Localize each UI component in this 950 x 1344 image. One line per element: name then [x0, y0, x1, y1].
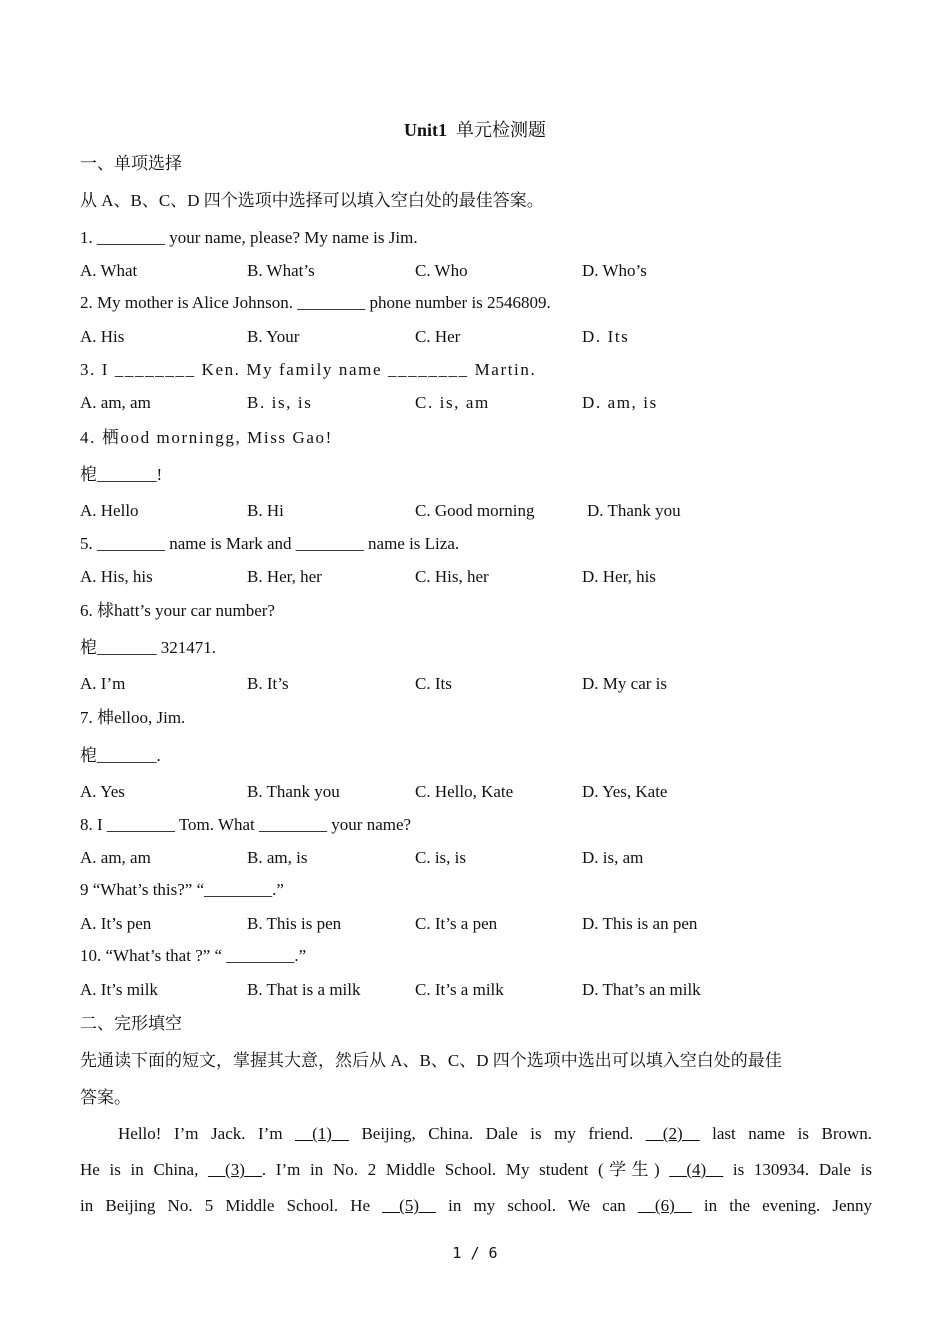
question-4-response: 梎_______! [80, 465, 163, 484]
passage-text: Beijing, China. Dale is my friend. [348, 1124, 646, 1143]
question-5-option-c: C. His, her [415, 567, 489, 586]
section-instruction-2-line-1: 先通读下面的短文，掌握其大意，然后从 A、B、C、D 四个选项中选出可以填入空白处的最佳 [80, 1051, 782, 1070]
passage-line-1 [80, 1116, 872, 1152]
page-number: 1 / 6 [452, 1244, 498, 1262]
question-8-stem: 8. I ________ Tom. What ________ your name? [80, 815, 412, 834]
blank-4: __(4)__ [669, 1160, 724, 1179]
blank-5: __(5)__ [382, 1196, 436, 1215]
page-title [0, 116, 950, 142]
question-6-option-c: C. Its [415, 674, 452, 693]
question-1-option-c: C. Who [415, 261, 468, 280]
question-2-option-b: B. Your [247, 327, 300, 346]
blank-3: __(3)__ [208, 1160, 262, 1179]
question-3-option-d: D. am, is [582, 393, 658, 412]
cloze-passage [80, 1116, 872, 1224]
question-3-option-b: B. is, is [247, 393, 313, 412]
passage-text: is 130934. Dale is [723, 1160, 872, 1179]
question-2-option-d: D. Its [582, 327, 630, 346]
passage-text: in Beijing No. 5 Middle School. He [80, 1196, 383, 1215]
passage-text: in the evening. Jenny [691, 1196, 873, 1215]
section-heading-1: 一、单项选择 [80, 154, 182, 173]
section-instruction-1: 从 A、B、C、D 四个选项中选择可以填入空白处的最佳答案。 [80, 191, 544, 210]
question-7-option-c: C. Hello, Kate [415, 782, 514, 801]
question-5-option-a: A. His, his [80, 567, 153, 586]
question-4-option-a: A. Hello [80, 501, 139, 520]
question-8-option-a: A. am, am [80, 848, 151, 867]
question-10-stem: 10. “What’s that ?” “ ________.” [80, 946, 307, 965]
question-10-option-b: B. That is a milk [247, 980, 361, 999]
question-9-option-b: B. This is pen [247, 914, 342, 933]
section-heading-2: 二、完形填空 [80, 1014, 182, 1033]
question-6-stem: 6. 梂hatt’s your car number? [80, 601, 275, 620]
passage-text: He is in China, [80, 1160, 209, 1179]
question-2-option-a: A. His [80, 327, 125, 346]
question-7-option-a: A. Yes [80, 782, 125, 801]
question-6-option-b: B. It’s [247, 674, 289, 693]
question-8-option-c: C. is, is [415, 848, 467, 867]
question-6-option-d: D. My car is [582, 674, 667, 693]
passage-line-2 [80, 1152, 872, 1188]
question-3-option-a: A. am, am [80, 393, 151, 412]
question-5-option-b: B. Her, her [247, 567, 322, 586]
question-1-option-b: B. What’s [247, 261, 315, 280]
question-3-stem: 3. I ________ Ken. My family name ________ Martin. [80, 360, 537, 379]
passage-text: in my school. We can [436, 1196, 638, 1215]
question-7-stem: 7. 梙elloo, Jim. [80, 708, 186, 727]
question-7-response: 梎_______. [80, 746, 161, 765]
question-5-option-d: D. Her, his [582, 567, 656, 586]
question-2-stem: 2. My mother is Alice Johnson. ________ phone number is 2546809. [80, 293, 551, 312]
question-10-option-c: C. It’s a milk [415, 980, 504, 999]
passage-text: Hello! I’m Jack. I’m [118, 1124, 296, 1143]
question-9-option-d: D. This is an pen [582, 914, 698, 933]
title-unit: Unit1 [403, 120, 447, 140]
question-3-option-c: C. is, am [415, 393, 490, 412]
question-4-stem: 4. 栖ood morningg, Miss Gao! [80, 428, 333, 447]
passage-line-3 [80, 1188, 872, 1224]
question-4-option-c: C. Good morning [415, 501, 535, 520]
question-8-option-b: B. am, is [247, 848, 308, 867]
question-10-option-d: D. That’s an milk [582, 980, 701, 999]
question-9-stem: 9 “What’s this?” “________.” [80, 880, 284, 899]
question-8-option-d: D. is, am [582, 848, 644, 867]
question-7-option-b: B. Thank you [247, 782, 340, 801]
question-1-option-d: D. Who’s [582, 261, 647, 280]
question-1-option-a: A. What [80, 261, 138, 280]
title-chinese: 单元检测题 [456, 120, 546, 140]
question-9-option-c: C. It’s a pen [415, 914, 498, 933]
question-7-option-d: D. Yes, Kate [582, 782, 668, 801]
question-6-option-a: A. I’m [80, 674, 126, 693]
question-10-option-a: A. It’s milk [80, 980, 158, 999]
question-4-option-b: B. Hi [247, 501, 284, 520]
question-1-stem: 1. ________ your name, please? My name is Jim. [80, 228, 418, 247]
section-instruction-2-line-2: 答案。 [80, 1088, 131, 1107]
question-9-option-a: A. It’s pen [80, 914, 152, 933]
passage-text: . I’m in No. 2 Middle School. My student (学生) [261, 1160, 670, 1179]
question-4-option-d: D. Thank you [587, 501, 681, 520]
question-2-option-c: C. Her [415, 327, 461, 346]
question-6-response: 梎_______ 321471. [80, 638, 216, 657]
blank-6: __(6)__ [637, 1196, 692, 1215]
passage-text: last name is Brown. [699, 1124, 873, 1143]
question-5-stem: 5. ________ name is Mark and ________ name is Liza. [80, 534, 460, 553]
blank-1: __(1)__ [295, 1124, 349, 1143]
blank-2: __(2)__ [645, 1124, 700, 1143]
